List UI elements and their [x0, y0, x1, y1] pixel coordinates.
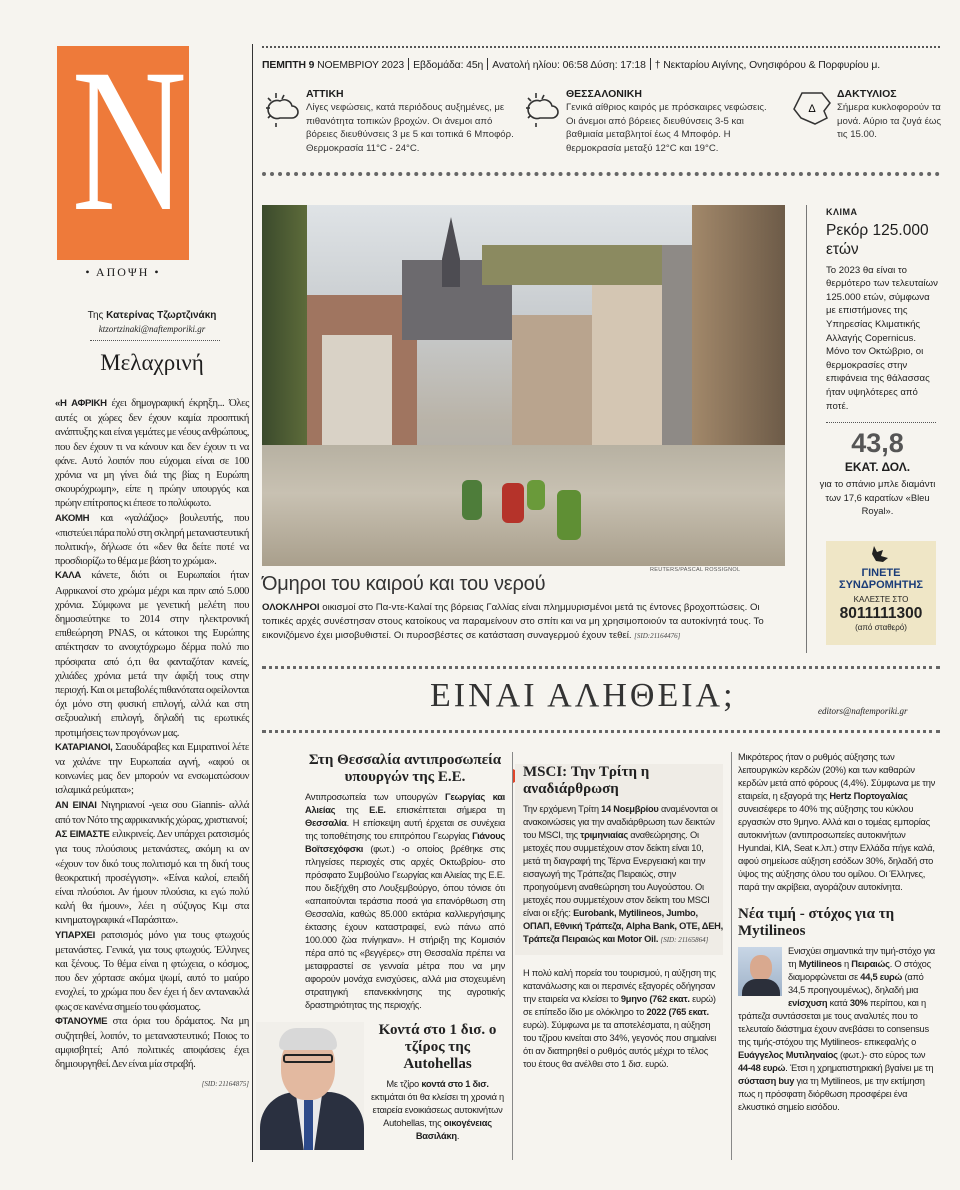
bold-text-run: Γιάνους Βοϊτσεχόφσκι [305, 831, 505, 854]
article-msci [523, 764, 723, 1071]
sun-cloud-icon [262, 90, 304, 132]
column-rule [252, 44, 253, 1162]
story-id: [SID:21164476] [634, 632, 681, 640]
text-run: κάνετε, διότι οι Ευρωπαίοι ήταν Αφρικανοί στο χρώμα μέχρι και πριν από 5.000 χρόνια. Σύμφωνα με γενετική μελέτη που δημοσιεύτηκε το 2014 στην ηλεκτρονική επιθεώρηση PNAS, οι κάτοικοι της Ευρώπης απέκτησαν το ανοιχτόχρωμο δέρμα πολύ πιο πρόσφατα από ό,τι θα φανταζόταν κανείς, χιλιάδες χρόνια μετά την άφιξή τους στην περιοχή. Και οι μεταβολές πιθανότατα οφείλονται όχι μόνο στη φυσική επιλογή, αλλά και στη σεξουαλική επιλογή, δηλαδή τις ερωτικές προτιμήσεις των προγόνων μας. [55, 569, 249, 739]
bold-text-run: Hertz Πορτογαλίας [829, 791, 908, 801]
weather-attica [262, 88, 517, 155]
author-email[interactable]: ktzortzinaki@naftemporiki.gr [98, 324, 206, 334]
bold-text-run: 14 Νοεμβρίου [601, 804, 659, 814]
article-title: Νέα τιμή - στόχος για τη Mytilineos [738, 906, 895, 939]
subscribe-phone[interactable]: 8011111300 [839, 605, 923, 622]
subscribe-note: (από σταθερό) [855, 623, 907, 632]
text-run: Αντιπροσωπεία των υπουργών [305, 792, 446, 802]
weather-text: Σήμερα κυκλοφορούν τα μονά. Αύριο τα ζυγά έως τις 15.00. [837, 102, 941, 141]
bold-text-run: ΚΑΤΑΡΙΑΝΟΙ, [55, 741, 113, 753]
text-run: . Η επίσκεψη αυτή έρχεται σε συνέχεια της τοποθέτησης του επιτρόπου Γεωργίας [305, 818, 505, 841]
text-run: . [456, 1131, 460, 1141]
sidebar-title: Ρεκόρ 125.000 ετών [826, 221, 929, 258]
byline-prefix: Της [87, 310, 107, 321]
bold-text-run: σύσταση buy [738, 1076, 795, 1086]
bold-text-run: Πειραιώς [851, 959, 890, 969]
paragraph [55, 827, 249, 927]
logo-letter: N [71, 27, 187, 254]
subscribe-line1: ΓΙΝΕΤΕ [861, 567, 901, 579]
story-id: [SID: 21164875] [201, 1079, 249, 1088]
text-run: κατά [827, 998, 850, 1008]
text-run: η [841, 959, 852, 969]
bold-text-run: Mytilineos [798, 959, 842, 969]
mascot-icon [870, 544, 892, 566]
text-run: Σαουδάραβες και Εμιρατινοί λέτε να χαλάνε την Ευρωπαία αγνή, «αφού οι κοινωνίες μας δεν μπορούν να ενσωματώσουν ισλαμικά ρεύματα»; [55, 740, 249, 797]
article-body [305, 791, 505, 1012]
text-run: επισκέπτεται σήμερα τη [385, 805, 505, 815]
article-title: MSCI: Την Τρίτη η αναδιάρθρωση [523, 764, 650, 797]
sidebar-text: Το 2023 θα είναι το θερμότερο των τελευταίων 125.000 ετών, σύμφωνα με επιστήμονες της Υπηρεσίας Κλιματικής Αλλαγής Copernicus. Μόνο τον Οκτώβριο, οι θερμοκρασίες στην επιφάνεια της θάλασσας ήταν υψηλότερες από ποτέ. [826, 264, 938, 412]
column-rule [512, 752, 513, 1160]
sun-cloud-icon [522, 90, 564, 132]
weather-region: ΔΑΚΤΥΛΙΟΣ [837, 88, 897, 100]
bold-text-run: Θεσσαλία [305, 818, 347, 828]
text-run: Η πολύ καλή πορεία του τουρισμού, η αύξηση της κατανάλωσης και οι περσινές εξαγορές οδήγησαν την εταιρεία να κλείσει το [523, 968, 716, 1004]
divider [262, 46, 940, 48]
bold-text-run: ΦΤΑΝΟΥΜΕ [55, 1015, 108, 1027]
photo-headline: Όμηροι του καιρού και του νερού [262, 573, 546, 595]
autohellas-block [256, 1022, 505, 1150]
divider [826, 422, 936, 423]
divider [262, 730, 940, 733]
svg-text:Δ: Δ [808, 103, 816, 115]
text-run: (φωτ.) -ο οποίος βρέθηκε στις πληγείσες περιοχές στις αρχές Οκτωβρίου- στο πρόσφατο Συμβούλιο Γεωργίας και Αλιείας της Ε.Ε. που διεξήχθη στο Λουξεμβούργο, όπου τόνισε ότι «απαιτούνται τεράστια ποσά για επανόρθωση στη Θεσσαλία, καθώς 85.000 εκτάρια καλλιεργήσιμης έκτασης έχουν καταστραφεί, ενώ πάνω από 100.000 ζώα πνίγηκαν». Η στήριξη της Κομισιόν πέρα από τις «βεγγέρες» στη Θεσσαλία πρέπει να μεταφραστεί σε γενναία μέτρα που να μην αφορούν μονάχα ενισχύσεις, αλλά μια στοχευμένη στρατηγική επανεκκίνησης της αγροτικής δραστηριότητας της περιοχής. [305, 844, 505, 1010]
text-run: Ενισχύει σημαντικά την τιμή-στόχο για τη [788, 946, 935, 969]
text-run: για τη Mytilineos, με την εκτίμηση πως η πρόσφατη διόρθωση προσφέρει ένα ελκυστικό σημείο εισόδου. [738, 1076, 925, 1112]
text-run: αναθεώρησης. Οι μετοχές που συμμετέχουν στον δείκτη είναι 10, μετά τη διαγραφή της Τέρνα Ενεργειακή και την εισαγωγή της Τράπεζας Πειραιώς, στην προηγούμενη αναθεώρηση του Αυγούστου. Οι μετοχές που συμμετέχουν στον δείκτη του MSCI είναι οι εξής: [523, 830, 710, 918]
text-run: οικισμοί στο Πα-ντε-Καλαί της βόρειας Γαλλίας είναι πλημμυρισμένοι μετά τις έντονες βροχοπτώσεις. Οι τοπικές αρχές συνέστησαν στους κατοίκους να παραμείνουν στο σπίτι και να μη χρησιμοποιούν τα αυτοκίνητά τους. Το εικονιζόμενο έχει μισοβυθιστεί. Οι πυροσβέστες σε κατάσταση συναγερμού έχουν τεθεί. [262, 602, 764, 641]
weather-text: Γενικά αίθριος καιρός με πρόσκαιρες νεφώσεις. Οι άνεμοι από βόρειες διευθύνσεις 3-5 και βαθμιαία μεταβλητοί έως 4 Μποφόρ. Η θερμοκρασία μεταξύ 12°C και 19°C. [566, 102, 767, 154]
section-title: ΕΙΝΑΙ ΑΛΗΘΕΙΑ; [430, 677, 736, 714]
weather-thessaloniki [522, 88, 777, 155]
person-photo [738, 947, 782, 996]
bold-text-run: ΥΠΑΡΧΕΙ [55, 929, 96, 941]
text-run: Μικρότερος ήταν ο ρυθμός αύξησης των λειτουργικών κερδών (20%) και των καθαρών κερδών μετά από φόρους (4,4%). Σύμφωνα με την εταιρεία, η εξαγορά της [738, 752, 936, 801]
article-title: Κοντά στο 1 δισ. ο τζίρος της Autohellas [378, 1022, 497, 1072]
climate-sidebar [826, 206, 938, 413]
text-run: . Ο στόχος διαμορφώνεται σε [788, 959, 931, 982]
bold-text-run: 30% [849, 998, 868, 1008]
text-run: της [335, 805, 370, 815]
week: Εβδομάδα: 45η [413, 60, 484, 71]
date: ΝΟΕΜΒΡΙΟΥ 2023 [314, 60, 405, 71]
bold-text-run: ΑΣ ΕΙΜΑΣΤΕ [55, 829, 110, 841]
article-body [523, 967, 723, 1071]
bold-text-run: Eurobank, Mytilineos, Jumbo, ΟΠΑΠ, Εθνική Τράπεζα, Alpha Bank, ΟΤΕ, ΔΕΗ, Τράπεζα Πειραιώς και Motor Oil. [523, 908, 723, 944]
text-run: ευρώ) σε επίπεδο ίδιο με ολόκληρο το [523, 994, 716, 1017]
text-run: . Έτσι η χρηματιστηριακή βγαίνει με τη [785, 1063, 934, 1073]
bold-text-run: ΑΝ ΕΙΝΑΙ [55, 799, 97, 811]
paragraph [55, 396, 249, 511]
sidebar-rule [806, 205, 807, 653]
paragraph [55, 568, 249, 739]
divider [262, 666, 940, 669]
text-run: (φωτ.)- στο εύρος των [837, 1050, 926, 1060]
big-number-text: για το σπάνιο μπλε διαμάντι των 17,6 καρατίων «Bleu Royal». [819, 478, 936, 516]
section-label: • ΑΠΟΨΗ • [85, 265, 161, 279]
bold-text-run: ΚΑΛΑ [55, 570, 81, 582]
opinion-logo [57, 27, 189, 260]
bold-text-run: ενίσχυση [788, 998, 828, 1008]
weather-region: ΘΕΣΣΑΛΟΝΙΚΗ [566, 88, 642, 100]
kicker: ΚΛΙΜΑ [826, 207, 858, 217]
bold-text-run: «Η ΑΦΡΙΚΗ [55, 398, 107, 409]
name-days: † Νεκταρίου Αιγίνης, Ονησιφόρου & Πορφυρίου μ. [654, 60, 881, 71]
text-run: ειλικρινείς. Δεν υπάρχει ρατσισμός για τους πλούσιους μετανάστες, ακόμη κι αν «έχουν τον δικό τους πολιτισμό και τη δική τους θεοκρατική προσέγγιση». «Είναι καλοί, επειδή είναι πλούσιοι. Αν ήμουν πλούσια, κι εγώ πολύ καλή θα ήμουν», λέει η σύζυγος Κιμ στα κινηματογραφικά «Παράσιτα». [55, 828, 249, 927]
author-name: Κατερίνας Τζωρτζινάκη [106, 310, 217, 321]
text-run: στα όρια του δράματος. Να μη συζητηθεί, λοιπόν, το μεταναστευτικό; Ποιος το αμφισβητεί; Από πολιτικές αποφάσεις έχει δημιουργηθεί. Δεν είναι μία στραβή. [55, 1014, 249, 1071]
text-run: (από 34,5 προηγουμένως), δηλαδή μια [788, 972, 924, 995]
traffic-ring-icon [792, 90, 832, 126]
weather-region: ΑΤΤΙΚΗ [306, 88, 344, 100]
bold-text-run: 9μηνο (762 εκατ. [620, 994, 690, 1004]
bold-text-run: Ε.Ε. [369, 805, 386, 815]
text-run: Την ερχόμενη Τρίτη [523, 804, 602, 814]
text-run: ευρώ). Σύμφωνα με τα αποτελέσματα, η αύξηση του τζίρου κινείται στο 34%, γεγονός που σημαίνει ότι αν διατηρηθεί ο ρυθμός αυτός μέχρι το τέλος του έτους θα ανέλθει στο 1 δισ. ευρώ. [523, 1020, 717, 1069]
text-run: Νιγηριανοί -γεια σου Giannis- αλλά από τον Νότο της αφρικανικής χώρας, χριστιανοί; [55, 798, 249, 826]
text-run: ρατσισμός μόνο για τους φτωχούς μετανάστες. Γενικά, για τους φτωχούς. Έλληνες και ξένους. Το θέμα είναι η φτώχεια, ο κόσμος, που δεν χόρτασε ακόμα ψωμί, αυτό το μαύρο ενοχλεί, το χρώμα που δεν έχει ή δεν αντανακλά φως σε κανένα σημείο του φάσματος. [55, 928, 249, 1013]
text-run: συνεισέφερε το 40% της αύξησης του κύκλου εργασιών στο 9μηνο. Αλλά και ο τομέας εμπορίας αυτοκινήτων (αντιπροσωπείες αυτοκινήτων Hyundai, KIA, Seat κ.λπ.) στην Ελλάδα πήγε καλά, αφού σημείωσε αύξηση εσόδων 30%, δηλαδή στο ύψος της αύξησης όλου του ομίλου. Οι Έλληνες, παρά την ακρίβεια, αγοράζουν αυτοκίνητα. [738, 804, 935, 892]
text-run: έχει δημογραφική έκρηξη... Όλες αυτές οι χώρες δεν έχουν καμία προοπτική ανάπτυξης και είναι γεμάτες με νέους ανθρώπους, που δεν έχουν τι να κάνουν και δεν έχουν τι να φάνε. Αυτό λοιπόν που εύχομαι είναι σε 100 χρόνια να μη γίνει διά της βίας η Ευρώπη σκουρόχρωμη», είπε η πρώην υπουργός και πρώην επίτροπος κι έπεσε το πολύφωτο. [55, 397, 249, 510]
article-title: Στη Θεσσαλία αντιπροσωπεία υπουργών της Ε.Ε. [308, 752, 502, 785]
column-rule [731, 752, 732, 1160]
text-run: Με τζίρο [386, 1079, 422, 1089]
article-mytilineos [738, 751, 938, 1114]
paragraph [55, 511, 249, 569]
bold-text-run: 44-48 ευρώ [738, 1063, 786, 1073]
article-thessaly [305, 752, 505, 1150]
bold-text-run: Ευάγγελος Μυτιληναίος [738, 1050, 838, 1060]
article-lead [370, 1078, 505, 1143]
divider [90, 340, 220, 341]
bold-text-run: κοντά στο 1 δισ. [421, 1079, 489, 1089]
text-run: εκτιμάται ότι θα κλείσει τη χρονιά η εταιρεία ενοικιάσεως αυτοκινήτων Autohellas, της [371, 1092, 504, 1128]
divider [262, 172, 940, 176]
bold-text-run: 44,5 ευρώ [860, 972, 903, 982]
weather-text: Λίγες νεφώσεις, κατά περιόδους αυξημένες, με πιθανότητα τοπικών βροχών. Οι άνεμοι από βόρειες διευθύνσεις 3 με 5 και τοπικά 6 Μποφόρ. Θερμοκρασία 11°C - 24°C. [306, 102, 514, 154]
person-photo [256, 1022, 364, 1150]
day: ΠΕΜΠΤΗ 9 [262, 60, 315, 71]
traffic-ring [792, 88, 942, 142]
bold-text-run: ΟΛΟΚΛΗΡΟΙ [262, 602, 320, 613]
text-run: αναμένονται οι ανακοινώσεις για την αναδιάρθρωση των δεικτών του MSCI, της [523, 804, 718, 840]
paragraph [55, 1014, 249, 1072]
paragraph [55, 798, 249, 827]
photo-caption [262, 601, 792, 643]
sun-times: Ανατολή ηλίου: 06:58 Δύση: 17:18 [492, 60, 646, 71]
flood-photo [262, 205, 785, 566]
byline [57, 310, 247, 321]
bold-text-run: ΑΚΟΜΗ [55, 512, 90, 524]
editors-email[interactable]: editors@naftemporiki.gr [818, 706, 908, 716]
bold-text-run: τριμηνιαίας [580, 830, 628, 840]
bold-text-run: οικογένειας Βασιλάκη [415, 1118, 492, 1141]
article-body [523, 803, 723, 947]
subscribe-call: ΚΑΛΕΣΤΕ ΣΤΟ [853, 595, 909, 604]
date-line [262, 58, 880, 71]
photo-credit: REUTERS/PASCAL ROSSIGNOL [650, 567, 741, 573]
big-number: 43,8 [851, 428, 904, 458]
bold-text-run: Γεωργίας και Αλιείας [305, 792, 505, 815]
paragraph [55, 928, 249, 1014]
text-run: περίπου, και η τράπεζα συντάσσεται με τους αναλυτές που το τελευταίο διάστημα έχουν ανεβάσει το consensus της τιμής-στόχου της Mytilineos- επικεφαλής ο [738, 998, 929, 1047]
bold-text-run: 2022 (765 εκατ. [646, 1007, 709, 1017]
subscribe-line2: ΣΥΝΔΡΟΜΗΤΗΣ [838, 579, 924, 591]
article-body [738, 751, 938, 894]
paragraph [55, 740, 249, 798]
subscribe-box[interactable] [826, 541, 936, 645]
story-id: [SID: 21165864] [660, 936, 709, 944]
big-number-unit: ΕΚΑΤ. ΔΟΛ. [844, 460, 911, 474]
column-title: Μελαχρινή [100, 350, 204, 375]
column-body [55, 396, 249, 1091]
text-run: και «γαλάζιος» βουλευτής, που «πιστεύει πάρα πολύ στη σκληρή μεταναστευτική πολιτική», δήλωσε ότι «δεν θα δείτε ποτέ να προσδιορίζω το θέμα με βάση το χρώμα». [55, 511, 249, 568]
